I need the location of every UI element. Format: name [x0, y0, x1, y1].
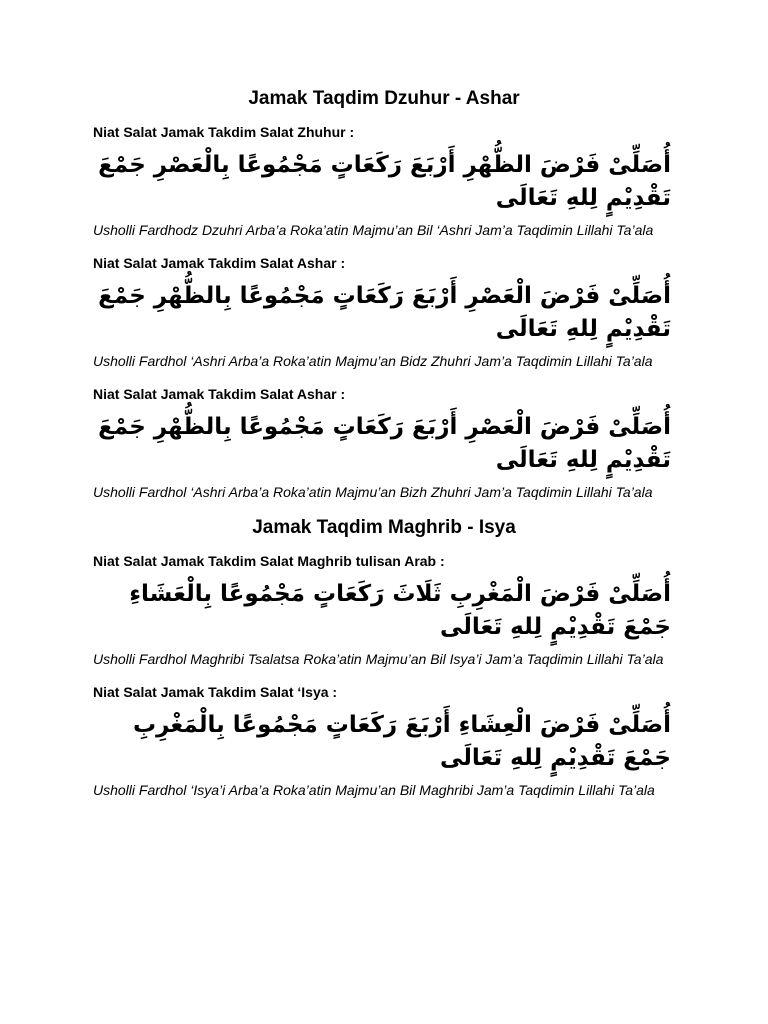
- section-title-dzuhur-ashar: Jamak Taqdim Dzuhur - Ashar: [248, 88, 520, 109]
- entry-ashar-2: [93, 386, 675, 501]
- entry-isya: [93, 684, 675, 799]
- niat-label: Niat Salat Jamak Takdim Salat Ashar :: [93, 255, 346, 271]
- niat-label: Niat Salat Jamak Takdim Salat ‘Isya :: [93, 684, 338, 700]
- latin-transliteration: Usholli Fardhol ‘Ashri Arba’a Roka’atin Majmu’an Bidz Zhuhri Jam’a Taqdimin Lillahi Ta’ala: [93, 353, 653, 369]
- entry-zhuhur: [93, 124, 675, 239]
- arabic-niat-text: أُصَلِّىْ فَرْضَ الْعَصْرِ أَرْبَعَ رَكَعَاتٍ مَجْمُوعًا بِالظُّهْرِ جَمْعَ تَقْدِيْمٍ لِلهِ تَعَالَى: [98, 283, 671, 342]
- latin-transliteration: Usholli Fardhol ‘Ashri Arba’a Roka’atin Majmu’an Bizh Zhuhri Jam’a Taqdimin Lillahi Ta’ala: [93, 484, 653, 500]
- arabic-niat-text: أُصَلِّىْ فَرْضَ الْعِشَاءِ أَرْبَعَ رَكَعَاتٍ مَجْمُوعًا بِالْمَغْرِبِ جَمْعَ تَقْدِيْمٍ لِلهِ تَعَالَى: [133, 712, 671, 771]
- section-title-maghrib-isya: Jamak Taqdim Maghrib - Isya: [252, 517, 516, 538]
- niat-label: Niat Salat Jamak Takdim Salat Zhuhur :: [93, 124, 355, 140]
- arabic-niat-text: أُصَلِّىْ فَرْضَ الظُّهْرِ أَرْبَعَ رَكَعَاتٍ مَجْمُوعًا بِالْعَصْرِ جَمْعَ تَقْدِيْمٍ لِلهِ تَعَالَى: [98, 152, 671, 211]
- entry-ashar-1: [93, 255, 675, 370]
- entry-maghrib: [93, 553, 675, 668]
- latin-transliteration: Usholli Fardhol Maghribi Tsalatsa Roka’atin Majmu’an Bil Isya’i Jam’a Taqdimin Lillahi Ta’ala: [93, 651, 664, 667]
- niat-label: Niat Salat Jamak Takdim Salat Maghrib tulisan Arab :: [93, 553, 445, 569]
- arabic-niat-text: أُصَلِّىْ فَرْضَ الْعَصْرِ أَرْبَعَ رَكَعَاتٍ مَجْمُوعًا بِالظُّهْرِ جَمْعَ تَقْدِيْمٍ لِلهِ تَعَالَى: [98, 414, 671, 473]
- arabic-niat-text: أُصَلِّىْ فَرْضَ الْمَغْرِبِ ثَلَاثَ رَكَعَاتٍ مَجْمُوعًا بِالْعَشَاءِ جَمْعَ تَقْدِيْمٍ لِلهِ تَعَالَى: [129, 581, 671, 640]
- latin-transliteration: Usholli Fardhol ‘Isya’i Arba’a Roka’atin Majmu’an Bil Maghribi Jam’a Taqdimin Lillahi Ta’ala: [93, 782, 655, 798]
- niat-label: Niat Salat Jamak Takdim Salat Ashar :: [93, 386, 346, 402]
- latin-transliteration: Usholli Fardhodz Dzuhri Arba’a Roka’atin Majmu’an Bil ‘Ashri Jam’a Taqdimin Lillahi Ta’ala: [93, 222, 654, 238]
